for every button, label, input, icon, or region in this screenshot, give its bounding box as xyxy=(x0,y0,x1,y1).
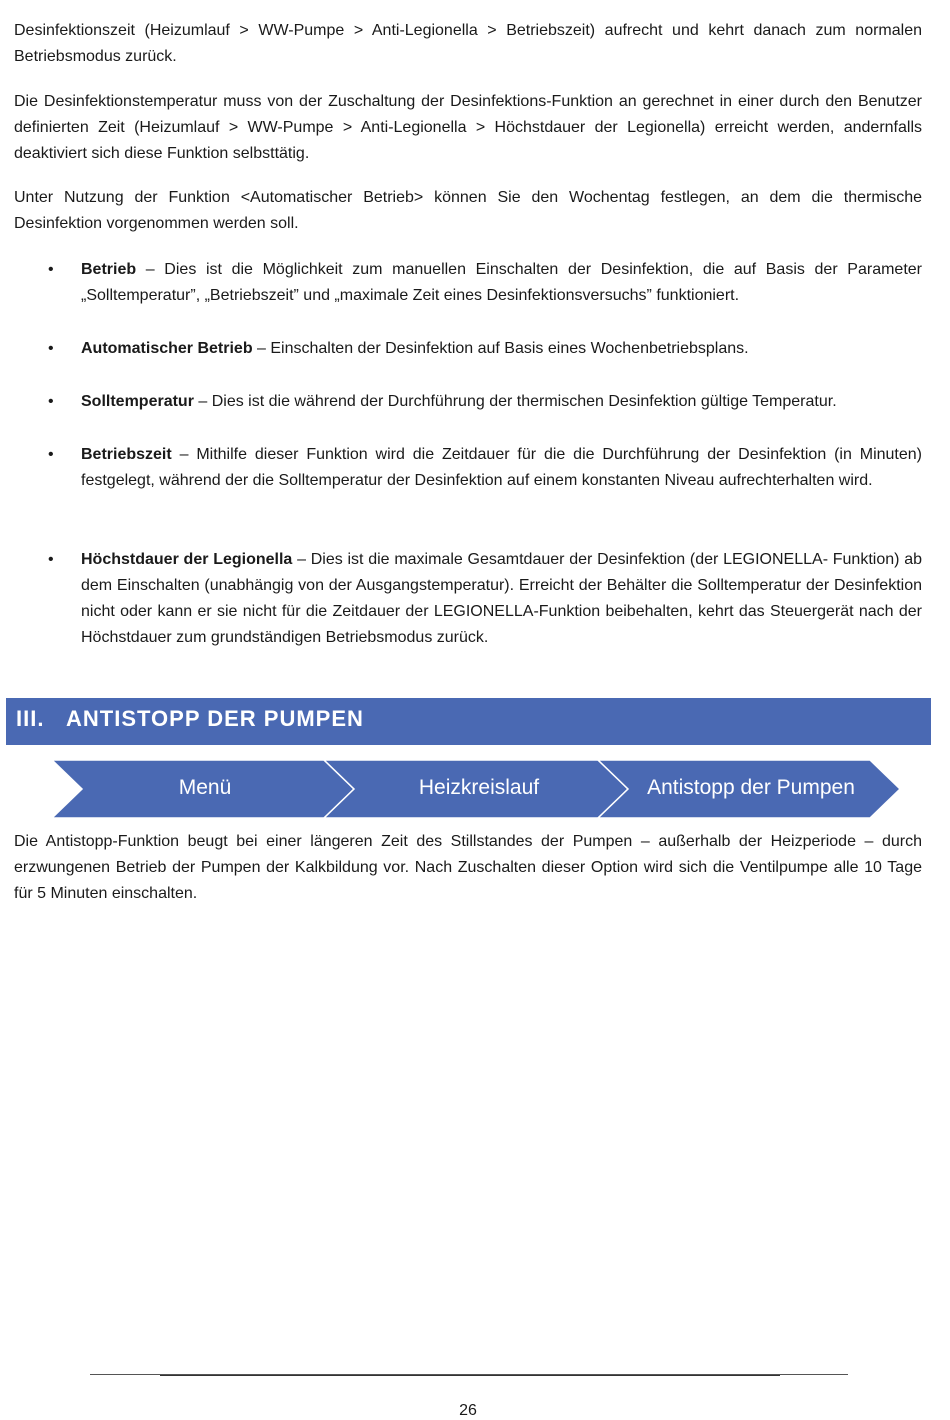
section-header xyxy=(6,698,931,745)
paragraph-disinfection-time: Desinfektionszeit (Heizumlauf > WW-Pumpe > Anti-Legionella > Betriebszeit) aufrecht und kehrt danach zum normalen Betriebsmodus zurück. xyxy=(14,22,922,65)
bullet-term: Automatischer Betrieb xyxy=(81,340,253,357)
breadcrumb xyxy=(52,760,902,818)
bullet-description: – Dies ist die maximale Gesamtdauer der Desinfektion (der LEGIONELLA- Funktion) ab dem Einschalten (unabhängig von der Ausgangstemperatur). Erreicht der Behälter die Solltemperatur der Desinfektion nicht oder kann er sie nicht für die Zeitdauer der LEGIONELLA-Funktion beibehalten, kehrt das Steuergerät nach der Höchstdauer zum grundständigen Betriebsmodus zurück. xyxy=(81,551,923,646)
bullet-description: – Dies ist die während der Durchführung der thermischen Desinfektion gültige Temperatur. xyxy=(193,393,837,410)
bullet-description: – Dies ist die Möglichkeit zum manuellen Einschalten der Desinfektion, die auf Basis der Parameter „Solltemperatur”, „Betriebszeit” und „maximale Zeit eines Desinfektionsversuchs” funktioniert. xyxy=(81,261,922,304)
breadcrumb-item-antistopp: Antistopp der Pumpen xyxy=(647,776,855,799)
breadcrumb-item-menu: Menü xyxy=(178,776,232,799)
bullet-term: Höchstdauer der Legionella xyxy=(81,551,293,568)
bullet-description: – Einschalten der Desinfektion auf Basis eines Wochenbetriebsplans. xyxy=(252,340,749,357)
bullet-icon: • xyxy=(48,340,54,357)
bullet-term: Betrieb xyxy=(81,261,137,278)
footer-divider-accent xyxy=(160,1375,780,1376)
bullet-icon: • xyxy=(48,393,54,410)
paragraph-disinfection-temperature: Die Desinfektionstemperatur muss von der Zuschaltung der Desinfektions-Funktion an gerechnet in einer durch den Benutzer definierten Zeit (Heizumlauf > WW-Pumpe > Anti-Legionella > Höchstdauer der Legionella) erreicht werden, andernfalls deaktiviert sich diese Funktion selbsttätig. xyxy=(14,93,922,162)
bullet-icon: • xyxy=(48,446,54,463)
bullet-term: Betriebszeit xyxy=(81,446,172,463)
page-number: 26 xyxy=(459,1402,477,1419)
bullet-icon: • xyxy=(48,261,54,278)
bullet-term: Solltemperatur xyxy=(81,393,194,410)
bullet-icon: • xyxy=(48,551,54,568)
section-title: ANTISTOPP DER PUMPEN xyxy=(66,706,364,731)
bullet-description: – Mithilfe dieser Funktion wird die Zeitdauer für die die Durchführung der Desinfektion (in Minuten) festgelegt, während der die Solltemperatur der Desinfektion auf einem konstanten Niveau aufrechterhalten wird. xyxy=(81,446,922,489)
paragraph-automatic-operation: Unter Nutzung der Funktion <Automatischer Betrieb> können Sie den Wochentag festlegen, an dem die thermische Desinfektion vorgenommen werden soll. xyxy=(14,189,922,232)
breadcrumb-item-heizkreislauf: Heizkreislauf xyxy=(418,776,540,799)
section-number: III. xyxy=(16,706,45,731)
paragraph-antistopp-description: Die Antistopp-Funktion beugt bei einer längeren Zeit des Stillstandes der Pumpen – außerhalb der Heizperiode – durch erzwungenen Betrieb der Pumpen der Kalkbildung vor. Nach Zuschalten dieser Option wird sich die Ventilpumpe alle 10 Tage für 5 Minuten einschalten. xyxy=(14,833,922,902)
